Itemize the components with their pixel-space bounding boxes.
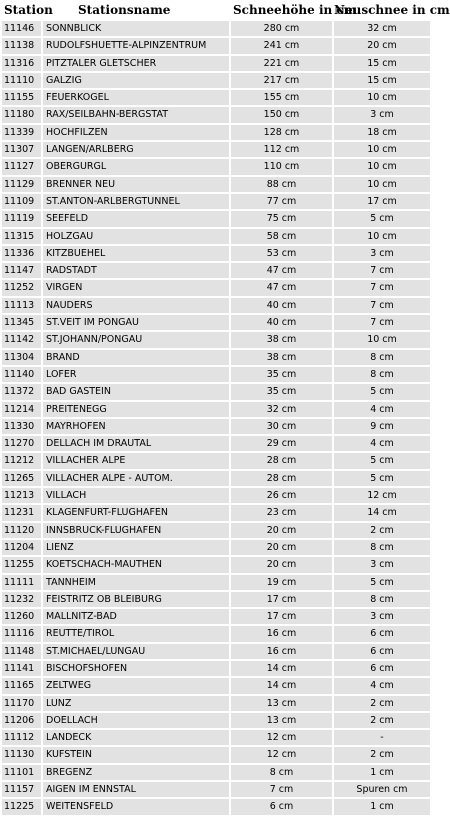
station-name-cell: LANDECK xyxy=(43,730,229,745)
table-row xyxy=(2,73,430,88)
table-row xyxy=(2,453,430,468)
snow-height-cell: 112 cm xyxy=(231,142,332,157)
station-name-cell: LOFER xyxy=(43,367,229,382)
new-snow-cell: 7 cm xyxy=(334,315,430,330)
snow-height-cell: 40 cm xyxy=(231,298,332,313)
table-row xyxy=(2,678,430,693)
snow-height-cell: 12 cm xyxy=(231,730,332,745)
station-id-cell: 11307 xyxy=(2,142,41,157)
station-id-cell: 11146 xyxy=(2,21,41,36)
new-snow-cell: 5 cm xyxy=(334,575,430,590)
station-id-cell: 11180 xyxy=(2,107,41,122)
new-snow-cell: 10 cm xyxy=(334,142,430,157)
new-snow-cell: - xyxy=(334,730,430,745)
snow-height-cell: 40 cm xyxy=(231,315,332,330)
station-id-cell: 11165 xyxy=(2,678,41,693)
station-id-cell: 11112 xyxy=(2,730,41,745)
station-id-cell: 11140 xyxy=(2,367,41,382)
station-id-cell: 11127 xyxy=(2,159,41,174)
new-snow-cell: 12 cm xyxy=(334,488,430,503)
snow-height-cell: 12 cm xyxy=(231,747,332,762)
new-snow-cell: 7 cm xyxy=(334,280,430,295)
station-id-cell: 11225 xyxy=(2,799,41,814)
station-id-cell: 11147 xyxy=(2,263,41,278)
new-snow-cell: 5 cm xyxy=(334,211,430,226)
table-row xyxy=(2,626,430,641)
snow-height-cell: 13 cm xyxy=(231,696,332,711)
table-row xyxy=(2,159,430,174)
snow-height-cell: 7 cm xyxy=(231,782,332,797)
table-row xyxy=(2,747,430,762)
new-snow-cell: 3 cm xyxy=(334,246,430,261)
table-row xyxy=(2,557,430,572)
station-name-cell: NAUDERS xyxy=(43,298,229,313)
station-id-cell: 11111 xyxy=(2,575,41,590)
table-row xyxy=(2,540,430,555)
station-name-cell: BRENNER NEU xyxy=(43,177,229,192)
snow-height-cell: 6 cm xyxy=(231,799,332,814)
table-row xyxy=(2,592,430,607)
station-name-cell: VILLACHER ALPE - AUTOM. xyxy=(43,471,229,486)
table-row xyxy=(2,523,430,538)
station-id-cell: 11232 xyxy=(2,592,41,607)
table-row xyxy=(2,488,430,503)
station-id-cell: 11109 xyxy=(2,194,41,209)
station-id-cell: 11138 xyxy=(2,38,41,53)
station-name-cell: LIENZ xyxy=(43,540,229,555)
station-name-cell: KLAGENFURT-FLUGHAFEN xyxy=(43,505,229,520)
snow-height-cell: 77 cm xyxy=(231,194,332,209)
table-row xyxy=(2,107,430,122)
snow-height-cell: 88 cm xyxy=(231,177,332,192)
new-snow-cell: 17 cm xyxy=(334,194,430,209)
table-row xyxy=(2,661,430,676)
snow-height-cell: 26 cm xyxy=(231,488,332,503)
table-row xyxy=(2,298,430,313)
new-snow-cell: 8 cm xyxy=(334,350,430,365)
new-snow-cell: 10 cm xyxy=(334,90,430,105)
snow-height-cell: 28 cm xyxy=(231,453,332,468)
new-snow-cell: 8 cm xyxy=(334,367,430,382)
snow-height-cell: 38 cm xyxy=(231,332,332,347)
station-name-cell: ST.VEIT IM PONGAU xyxy=(43,315,229,330)
station-name-cell: SONNBLICK xyxy=(43,21,229,36)
station-name-cell: RADSTADT xyxy=(43,263,229,278)
new-snow-cell: 10 cm xyxy=(334,332,430,347)
station-name-cell: VILLACH xyxy=(43,488,229,503)
new-snow-cell: 15 cm xyxy=(334,56,430,71)
snow-height-cell: 150 cm xyxy=(231,107,332,122)
station-name-cell: FEUERKOGEL xyxy=(43,90,229,105)
snow-height-cell: 155 cm xyxy=(231,90,332,105)
table-row xyxy=(2,696,430,711)
snow-height-cell: 17 cm xyxy=(231,592,332,607)
station-id-cell: 11141 xyxy=(2,661,41,676)
station-name-cell: VILLACHER ALPE xyxy=(43,453,229,468)
snow-height-cell: 58 cm xyxy=(231,229,332,244)
table-row xyxy=(2,436,430,451)
table-row xyxy=(2,350,430,365)
table-row xyxy=(2,765,430,780)
station-name-cell: PITZTALER GLETSCHER xyxy=(43,56,229,71)
station-name-cell: BISCHOFSHOFEN xyxy=(43,661,229,676)
station-id-cell: 11120 xyxy=(2,523,41,538)
station-id-cell: 11214 xyxy=(2,402,41,417)
station-name-cell: AIGEN IM ENNSTAL xyxy=(43,782,229,797)
table-row xyxy=(2,280,430,295)
snow-height-cell: 35 cm xyxy=(231,367,332,382)
snow-height-cell: 241 cm xyxy=(231,38,332,53)
new-snow-cell: 4 cm xyxy=(334,678,430,693)
station-id-cell: 11204 xyxy=(2,540,41,555)
station-name-cell: LANGEN/ARLBERG xyxy=(43,142,229,157)
new-snow-cell: 18 cm xyxy=(334,125,430,140)
new-snow-cell: 10 cm xyxy=(334,229,430,244)
snow-height-cell: 13 cm xyxy=(231,713,332,728)
station-id-cell: 11113 xyxy=(2,298,41,313)
station-name-cell: ST.JOHANN/PONGAU xyxy=(43,332,229,347)
snow-height-cell: 16 cm xyxy=(231,644,332,659)
station-id-cell: 11129 xyxy=(2,177,41,192)
snow-height-cell: 23 cm xyxy=(231,505,332,520)
station-id-cell: 11260 xyxy=(2,609,41,624)
table-row xyxy=(2,384,430,399)
station-name-cell: PREITENEGG xyxy=(43,402,229,417)
new-snow-cell: 3 cm xyxy=(334,557,430,572)
snow-height-cell: 20 cm xyxy=(231,557,332,572)
table-row xyxy=(2,211,430,226)
station-name-cell: DOELLACH xyxy=(43,713,229,728)
station-id-cell: 11155 xyxy=(2,90,41,105)
snow-height-cell: 30 cm xyxy=(231,419,332,434)
new-snow-cell: 4 cm xyxy=(334,436,430,451)
snow-height-cell: 16 cm xyxy=(231,626,332,641)
new-snow-cell: 3 cm xyxy=(334,107,430,122)
new-snow-cell: 32 cm xyxy=(334,21,430,36)
new-snow-cell: 2 cm xyxy=(334,523,430,538)
snow-height-cell: 20 cm xyxy=(231,523,332,538)
station-id-cell: 11316 xyxy=(2,56,41,71)
new-snow-cell: 15 cm xyxy=(334,73,430,88)
snow-height-cell: 47 cm xyxy=(231,280,332,295)
table-row xyxy=(2,471,430,486)
new-snow-cell: 20 cm xyxy=(334,38,430,53)
station-id-cell: 11213 xyxy=(2,488,41,503)
snow-height-cell: 20 cm xyxy=(231,540,332,555)
table-row xyxy=(2,246,430,261)
station-name-cell: MALLNITZ-BAD xyxy=(43,609,229,624)
station-name-cell: TANNHEIM xyxy=(43,575,229,590)
table-row xyxy=(2,367,430,382)
table-row xyxy=(2,505,430,520)
station-name-cell: RAX/SEILBAHN-BERGSTAT xyxy=(43,107,229,122)
new-snow-cell: 5 cm xyxy=(334,471,430,486)
table-row xyxy=(2,332,430,347)
table-body xyxy=(2,21,430,815)
new-snow-cell: 2 cm xyxy=(334,713,430,728)
station-id-cell: 11157 xyxy=(2,782,41,797)
snow-height-cell: 280 cm xyxy=(231,21,332,36)
new-snow-cell: 6 cm xyxy=(334,626,430,641)
table-row xyxy=(2,263,430,278)
table-row xyxy=(2,90,430,105)
station-id-cell: 11212 xyxy=(2,453,41,468)
table-row xyxy=(2,21,430,36)
new-snow-cell: 2 cm xyxy=(334,696,430,711)
snow-height-cell: 110 cm xyxy=(231,159,332,174)
snow-height-cell: 47 cm xyxy=(231,263,332,278)
new-snow-cell: 1 cm xyxy=(334,765,430,780)
table-row xyxy=(2,609,430,624)
new-snow-cell: 3 cm xyxy=(334,609,430,624)
station-id-cell: 11130 xyxy=(2,747,41,762)
station-name-cell: BAD GASTEIN xyxy=(43,384,229,399)
station-id-cell: 11148 xyxy=(2,644,41,659)
snow-height-cell: 19 cm xyxy=(231,575,332,590)
header-row xyxy=(2,2,430,19)
new-snow-cell: 2 cm xyxy=(334,747,430,762)
station-name-cell: BRAND xyxy=(43,350,229,365)
station-id-cell: 11345 xyxy=(2,315,41,330)
snow-height-cell: 217 cm xyxy=(231,73,332,88)
snow-height-cell: 35 cm xyxy=(231,384,332,399)
new-snow-cell: 4 cm xyxy=(334,402,430,417)
station-id-cell: 11339 xyxy=(2,125,41,140)
new-snow-cell: 10 cm xyxy=(334,177,430,192)
table-row xyxy=(2,142,430,157)
table-row xyxy=(2,713,430,728)
new-snow-cell: 8 cm xyxy=(334,540,430,555)
station-name-cell: BREGENZ xyxy=(43,765,229,780)
station-name-cell: SEEFELD xyxy=(43,211,229,226)
station-id-cell: 11142 xyxy=(2,332,41,347)
new-snow-cell: 6 cm xyxy=(334,661,430,676)
table-row xyxy=(2,644,430,659)
station-name-cell: RUDOLFSHUETTE-ALPINZENTRUM xyxy=(43,38,229,53)
station-name-cell: KOETSCHACH-MAUTHEN xyxy=(43,557,229,572)
station-name-cell: LUNZ xyxy=(43,696,229,711)
station-name-cell: GALZIG xyxy=(43,73,229,88)
station-id-cell: 11252 xyxy=(2,280,41,295)
new-snow-cell: Spuren cm xyxy=(334,782,430,797)
snow-height-cell: 38 cm xyxy=(231,350,332,365)
header-station: Station xyxy=(4,3,53,17)
station-name-cell: HOCHFILZEN xyxy=(43,125,229,140)
table-row xyxy=(2,730,430,745)
station-id-cell: 11315 xyxy=(2,229,41,244)
station-id-cell: 11119 xyxy=(2,211,41,226)
station-id-cell: 11330 xyxy=(2,419,41,434)
snow-height-cell: 221 cm xyxy=(231,56,332,71)
station-name-cell: MAYRHOFEN xyxy=(43,419,229,434)
new-snow-cell: 6 cm xyxy=(334,644,430,659)
snow-height-cell: 32 cm xyxy=(231,402,332,417)
snow-height-cell: 75 cm xyxy=(231,211,332,226)
snow-height-cell: 29 cm xyxy=(231,436,332,451)
table-row xyxy=(2,315,430,330)
station-id-cell: 11110 xyxy=(2,73,41,88)
new-snow-cell: 10 cm xyxy=(334,159,430,174)
table-row xyxy=(2,799,430,814)
station-name-cell: ST.ANTON-ARLBERGTUNNEL xyxy=(43,194,229,209)
table-row xyxy=(2,38,430,53)
table-row xyxy=(2,125,430,140)
station-id-cell: 11255 xyxy=(2,557,41,572)
station-name-cell: FEISTRITZ OB BLEIBURG xyxy=(43,592,229,607)
station-id-cell: 11304 xyxy=(2,350,41,365)
snow-height-cell: 17 cm xyxy=(231,609,332,624)
station-name-cell: OBERGURGL xyxy=(43,159,229,174)
snow-height-cell: 53 cm xyxy=(231,246,332,261)
station-name-cell: INNSBRUCK-FLUGHAFEN xyxy=(43,523,229,538)
new-snow-cell: 5 cm xyxy=(334,453,430,468)
station-id-cell: 11231 xyxy=(2,505,41,520)
snow-height-cell: 28 cm xyxy=(231,471,332,486)
snow-height-cell: 128 cm xyxy=(231,125,332,140)
station-name-cell: VIRGEN xyxy=(43,280,229,295)
station-id-cell: 11372 xyxy=(2,384,41,399)
station-name-cell: REUTTE/TIROL xyxy=(43,626,229,641)
table-row xyxy=(2,194,430,209)
table-row xyxy=(2,419,430,434)
station-name-cell: KUFSTEIN xyxy=(43,747,229,762)
station-id-cell: 11270 xyxy=(2,436,41,451)
new-snow-cell: 14 cm xyxy=(334,505,430,520)
station-name-cell: KITZBUEHEL xyxy=(43,246,229,261)
station-name-cell: DELLACH IM DRAUTAL xyxy=(43,436,229,451)
station-id-cell: 11116 xyxy=(2,626,41,641)
table-row xyxy=(2,782,430,797)
station-id-cell: 11170 xyxy=(2,696,41,711)
station-id-cell: 11206 xyxy=(2,713,41,728)
station-id-cell: 11101 xyxy=(2,765,41,780)
header-new-snow: Neuschnee in cm xyxy=(334,3,450,17)
new-snow-cell: 5 cm xyxy=(334,384,430,399)
snow-height-cell: 14 cm xyxy=(231,661,332,676)
new-snow-cell: 9 cm xyxy=(334,419,430,434)
snow-height-cell: 14 cm xyxy=(231,678,332,693)
table-row xyxy=(2,402,430,417)
table-row xyxy=(2,229,430,244)
new-snow-cell: 8 cm xyxy=(334,592,430,607)
station-name-cell: HOLZGAU xyxy=(43,229,229,244)
station-name-cell: ZELTWEG xyxy=(43,678,229,693)
header-station-name: Stationsname xyxy=(78,3,171,17)
station-id-cell: 11265 xyxy=(2,471,41,486)
header-snow-height: Schneehöhe in cm xyxy=(233,3,357,17)
station-id-cell: 11336 xyxy=(2,246,41,261)
new-snow-cell: 1 cm xyxy=(334,799,430,814)
new-snow-cell: 7 cm xyxy=(334,298,430,313)
new-snow-cell: 7 cm xyxy=(334,263,430,278)
snow-height-cell: 8 cm xyxy=(231,765,332,780)
station-name-cell: WEITENSFELD xyxy=(43,799,229,814)
table-row xyxy=(2,177,430,192)
station-name-cell: ST.MICHAEL/LUNGAU xyxy=(43,644,229,659)
table-row xyxy=(2,575,430,590)
table-row xyxy=(2,56,430,71)
